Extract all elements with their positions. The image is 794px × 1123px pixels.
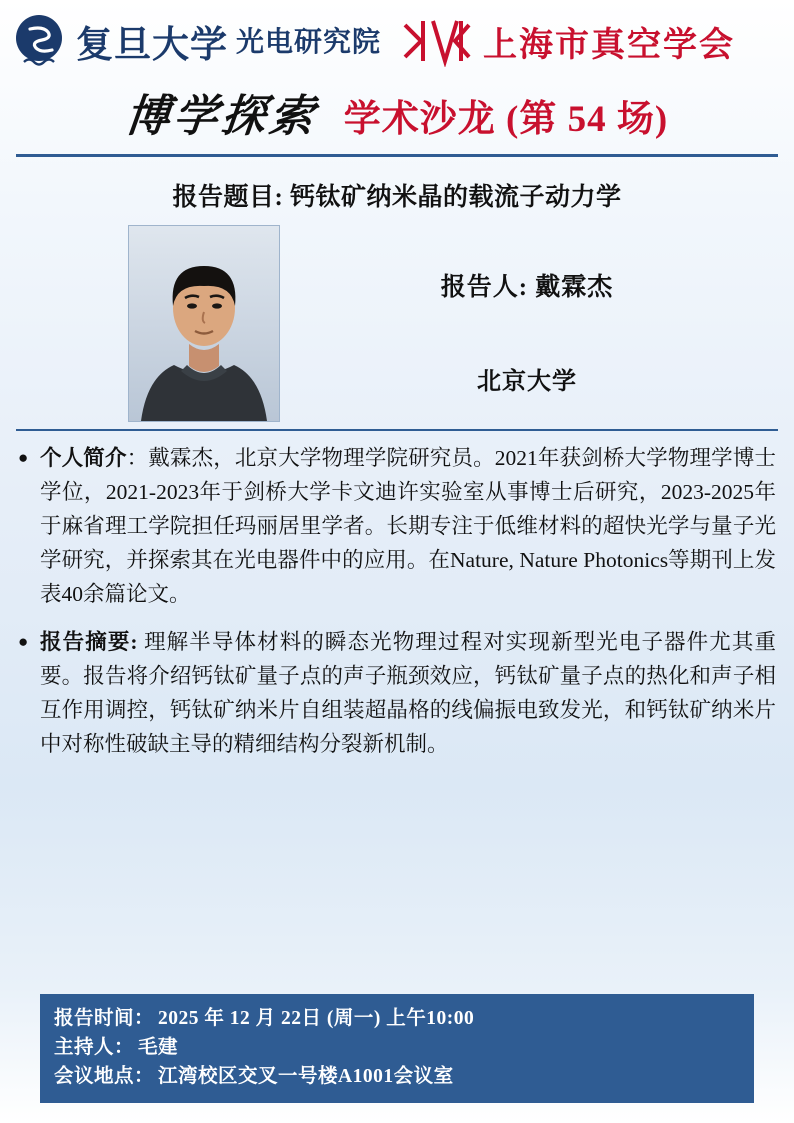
section-abstract-body (40, 625, 776, 761)
university-name: 复旦大学 (76, 25, 228, 66)
speaker-photo (128, 225, 280, 422)
section-abstract (18, 625, 776, 761)
banner-series: 学术沙龙 (第 54 场) (343, 99, 669, 140)
banner-calligraphy: 博学探索 (122, 92, 320, 141)
bullet-icon: ● (18, 448, 29, 467)
event-time-label: 报告时间： (54, 1008, 155, 1029)
section-bio-label: 个人简介 (40, 446, 127, 470)
section-bio-body (40, 441, 776, 611)
section-abstract-text: 理解半导体材料的瞬态光物理过程对实现新型光电子器件尤其重要。报告将介绍钙钛矿量子点的声子瓶颈效应，钙钛矿量子点的热化和声子相互作用调控，钙钛矿纳米片自组装超晶格的线偏振电致发光，和钙钛矿纳米片中对称性破缺主导的精细结构分裂新机制。 (40, 630, 776, 756)
society-name: 上海市真空学会 (483, 26, 736, 64)
section-abstract-label: 报告摘要: (40, 630, 138, 654)
svs-logo-icon (399, 15, 475, 67)
event-place-value: 江湾校区交叉一号楼A1001会议室 (158, 1066, 454, 1087)
speaker-info (280, 225, 774, 396)
event-place-label: 会议地点： (54, 1066, 155, 1087)
institute-name: 光电研究院 (236, 26, 382, 58)
event-host-label: 主持人： (54, 1037, 135, 1058)
event-time-value: 2025 年 12 月 22日 (周一) 上午10:00 (158, 1008, 475, 1029)
speaker-block (0, 225, 794, 425)
event-place (54, 1062, 740, 1091)
event-info-box (40, 994, 754, 1103)
section-bio (18, 441, 776, 611)
event-host-value: 毛建 (138, 1037, 179, 1058)
section-bio-text: ：戴霖杰，北京大学物理学院研究员。2021年获剑桥大学物理学博士学位，2021-2023年于剑桥大学卡文迪许实验室从事博士后研究，2023-2025年于麻省理工学院担任玛丽居里学者。长期专注于低维材料的超快光学与量子光学研究，并探索其在光电器件中的应用。在Nature, Nature Photonics等期刊上发表40余篇论文。 (40, 446, 776, 606)
bullet-icon: ● (18, 632, 29, 651)
fudan-emblem-icon (10, 12, 68, 70)
speaker-name: 报告人: 戴霖杰 (440, 274, 614, 301)
talk-title: 报告题目: 钙钛矿纳米晶的载流子动力学 (172, 184, 622, 211)
content-sections (0, 431, 794, 761)
banner (0, 78, 794, 150)
event-host (54, 1033, 740, 1062)
speaker-affiliation: 北京大学 (477, 369, 577, 395)
event-time (54, 1004, 740, 1033)
poster-header (0, 0, 794, 78)
